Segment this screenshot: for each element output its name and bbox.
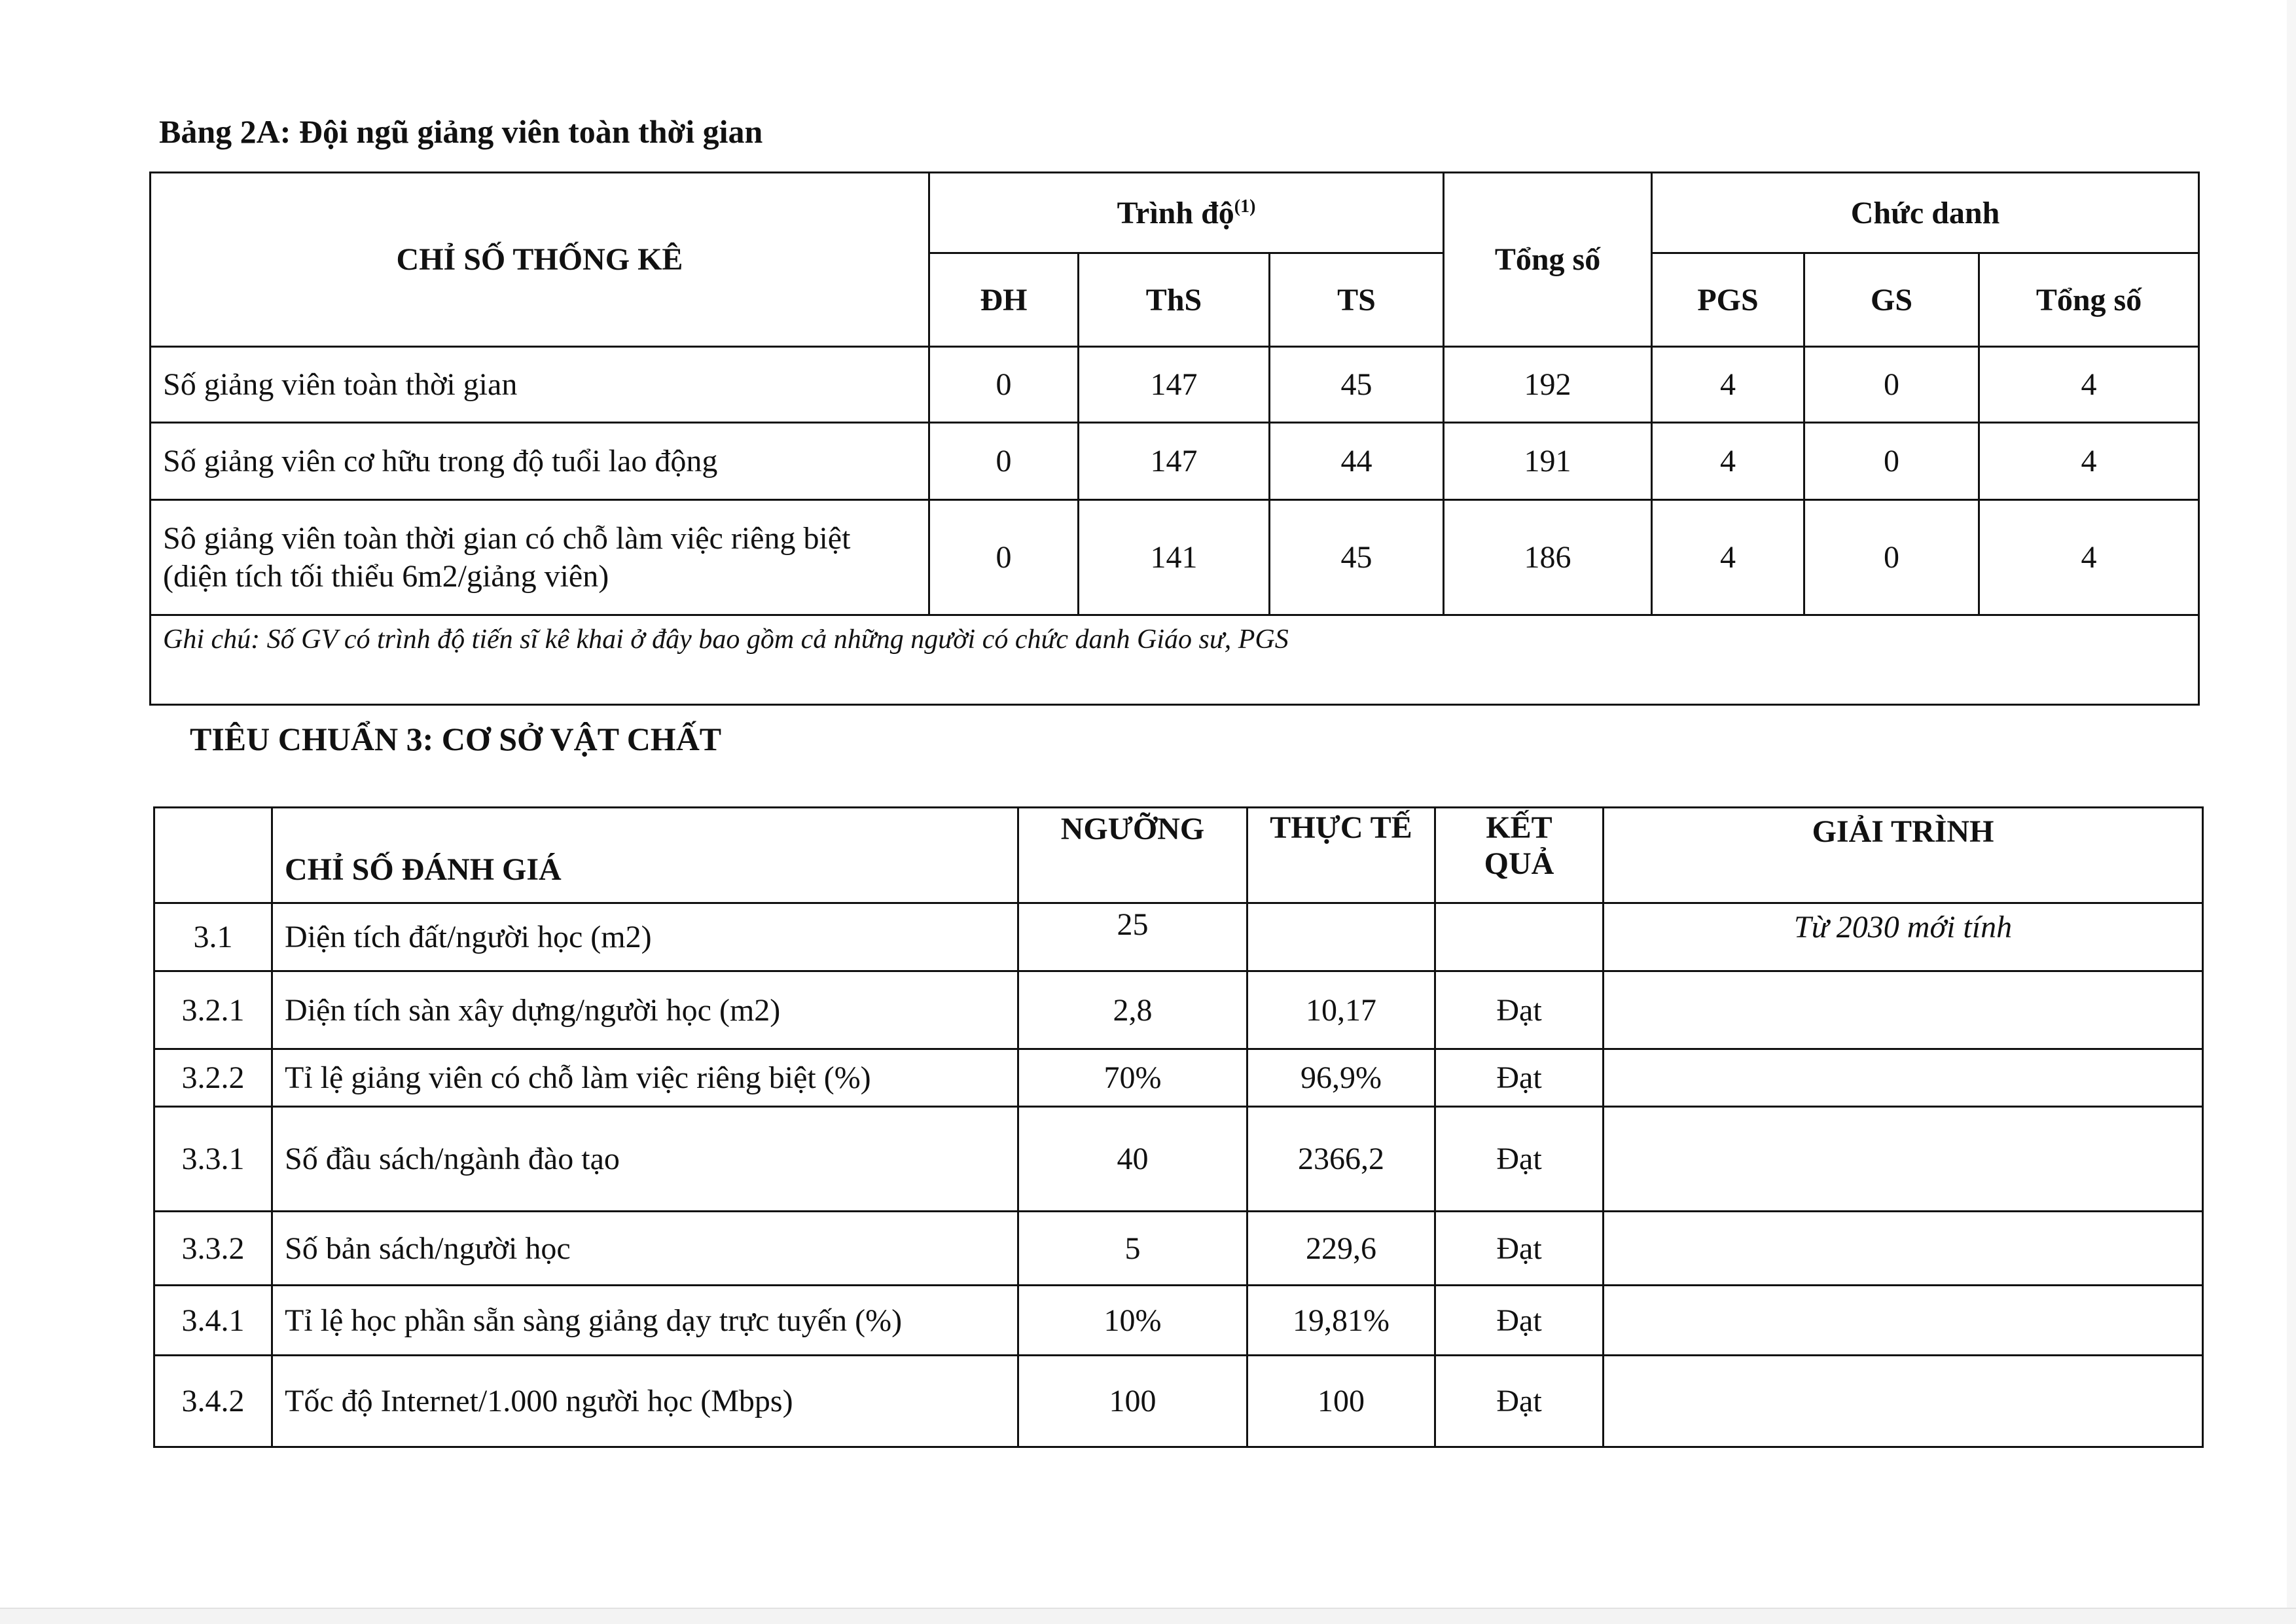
- header-ts: TS: [1270, 253, 1444, 347]
- table1-note-row: [151, 615, 2199, 705]
- table-row: [151, 347, 2199, 423]
- table-row: [151, 500, 2199, 615]
- criterion-actual: 100: [1247, 1356, 1435, 1447]
- criterion-code: 3.3.1: [154, 1107, 272, 1212]
- criterion-threshold: 2,8: [1018, 971, 1247, 1049]
- cell-gs: 0: [1804, 347, 1979, 423]
- table1-title: Bảng 2A: Đội ngũ giảng viên toàn thời gian: [159, 113, 763, 150]
- page-bottom-edge: [0, 1608, 2296, 1624]
- lecturer-statistics-table: [149, 171, 2200, 706]
- cell-ts: 44: [1270, 423, 1444, 500]
- cell-total: 186: [1444, 500, 1652, 615]
- table-row: [154, 1049, 2203, 1107]
- table2-header-row: [154, 808, 2203, 903]
- criterion-actual: 96,9%: [1247, 1049, 1435, 1107]
- criterion-explanation: [1604, 971, 2203, 1049]
- criterion-name: Diện tích đất/người học (m2): [272, 903, 1018, 971]
- cell-total-cd: 4: [1979, 500, 2199, 615]
- header-chuc-danh: Chức danh: [1652, 173, 2199, 253]
- cell-ths: 141: [1079, 500, 1270, 615]
- cell-total-cd: 4: [1979, 423, 2199, 500]
- criterion-actual: [1247, 903, 1435, 971]
- criterion-name: Diện tích sàn xây dựng/người học (m2): [272, 971, 1018, 1049]
- cell-pgs: 4: [1652, 347, 1804, 423]
- criterion-explanation: Từ 2030 mới tính: [1604, 903, 2203, 971]
- criterion-actual: 2366,2: [1247, 1107, 1435, 1212]
- criterion-code: 3.2.1: [154, 971, 272, 1049]
- cell-total: 191: [1444, 423, 1652, 500]
- table1-note: Ghi chú: Số GV có trình độ tiến sĩ kê khai ở đây bao gồm cả những người có chức danh Giáo sư, PGS: [151, 615, 2199, 705]
- row-label: Số giảng viên toàn thời gian: [151, 347, 929, 423]
- criterion-actual: 229,6: [1247, 1212, 1435, 1286]
- table1-header-row-1: [151, 173, 2199, 253]
- facilities-criteria-table: [153, 806, 2204, 1448]
- header-indicator: CHỈ SỐ ĐÁNH GIÁ: [272, 808, 1018, 903]
- criterion-explanation: [1604, 1212, 2203, 1286]
- cell-gs: 0: [1804, 500, 1979, 615]
- criterion-result: Đạt: [1435, 971, 1604, 1049]
- cell-total-cd: 4: [1979, 347, 2199, 423]
- table-row: [154, 1107, 2203, 1212]
- criterion-explanation: [1604, 1356, 2203, 1447]
- header-gs: GS: [1804, 253, 1979, 347]
- criterion-result: Đạt: [1435, 1286, 1604, 1356]
- criterion-name: Tốc độ Internet/1.000 người học (Mbps): [272, 1356, 1018, 1447]
- criterion-code: 3.4.2: [154, 1356, 272, 1447]
- criterion-threshold: 5: [1018, 1212, 1247, 1286]
- criterion-actual: 19,81%: [1247, 1286, 1435, 1356]
- criterion-result: [1435, 903, 1604, 971]
- criterion-explanation: [1604, 1049, 2203, 1107]
- table-row: [154, 1286, 2203, 1356]
- criterion-result: Đạt: [1435, 1212, 1604, 1286]
- cell-pgs: 4: [1652, 500, 1804, 615]
- table-row: [154, 903, 2203, 971]
- table-row: [154, 971, 2203, 1049]
- header-trinh-do: [929, 173, 1444, 253]
- criterion-name: Tỉ lệ học phần sẵn sàng giảng dạy trực tuyến (%): [272, 1286, 1018, 1356]
- header-actual: THỰC TẾ: [1247, 808, 1435, 903]
- table-row: [154, 1356, 2203, 1447]
- cell-dh: 0: [929, 347, 1079, 423]
- header-tong-so-cd: Tổng số: [1979, 253, 2199, 347]
- header-ths: ThS: [1079, 253, 1270, 347]
- cell-pgs: 4: [1652, 423, 1804, 500]
- cell-ts: 45: [1270, 500, 1444, 615]
- criterion-result: Đạt: [1435, 1107, 1604, 1212]
- header-code: [154, 808, 272, 903]
- header-tong-so: Tổng số: [1444, 173, 1652, 347]
- cell-dh: 0: [929, 500, 1079, 615]
- row-label: Số giảng viên cơ hữu trong độ tuổi lao động: [151, 423, 929, 500]
- header-pgs: PGS: [1652, 253, 1804, 347]
- row-label: Sô giảng viên toàn thời gian có chỗ làm việc riêng biệt (diện tích tối thiểu 6m2/giảng viên): [151, 500, 929, 615]
- criterion-result: Đạt: [1435, 1356, 1604, 1447]
- criterion-explanation: [1604, 1107, 2203, 1212]
- header-threshold: NGƯỠNG: [1018, 808, 1247, 903]
- header-indicator: CHỈ SỐ THỐNG KÊ: [151, 173, 929, 347]
- header-trinh-do-sup: (1): [1234, 196, 1256, 217]
- criterion-threshold: 25: [1018, 903, 1247, 971]
- criterion-actual: 10,17: [1247, 971, 1435, 1049]
- cell-gs: 0: [1804, 423, 1979, 500]
- cell-ts: 45: [1270, 347, 1444, 423]
- criterion-name: Số đầu sách/ngành đào tạo: [272, 1107, 1018, 1212]
- cell-ths: 147: [1079, 347, 1270, 423]
- page-right-edge: [2287, 0, 2296, 1623]
- criterion-threshold: 100: [1018, 1356, 1247, 1447]
- criterion-threshold: 40: [1018, 1107, 1247, 1212]
- criterion-code: 3.2.2: [154, 1049, 272, 1107]
- criterion-result: Đạt: [1435, 1049, 1604, 1107]
- criterion-threshold: 70%: [1018, 1049, 1247, 1107]
- cell-dh: 0: [929, 423, 1079, 500]
- criterion-code: 3.3.2: [154, 1212, 272, 1286]
- header-result: KẾT QUẢ: [1435, 808, 1604, 903]
- criterion-name: Tỉ lệ giảng viên có chỗ làm việc riêng biệt (%): [272, 1049, 1018, 1107]
- table-row: [154, 1212, 2203, 1286]
- table2-title: TIÊU CHUẨN 3: CƠ SỞ VẬT CHẤT: [190, 721, 722, 757]
- criterion-name: Số bản sách/người học: [272, 1212, 1018, 1286]
- table-row: [151, 423, 2199, 500]
- cell-total: 192: [1444, 347, 1652, 423]
- header-trinh-do-label: Trình độ: [1117, 195, 1234, 230]
- header-dh: ĐH: [929, 253, 1079, 347]
- criterion-code: 3.1: [154, 903, 272, 971]
- criterion-threshold: 10%: [1018, 1286, 1247, 1356]
- criterion-explanation: [1604, 1286, 2203, 1356]
- cell-ths: 147: [1079, 423, 1270, 500]
- header-explanation: GIẢI TRÌNH: [1604, 808, 2203, 903]
- criterion-code: 3.4.1: [154, 1286, 272, 1356]
